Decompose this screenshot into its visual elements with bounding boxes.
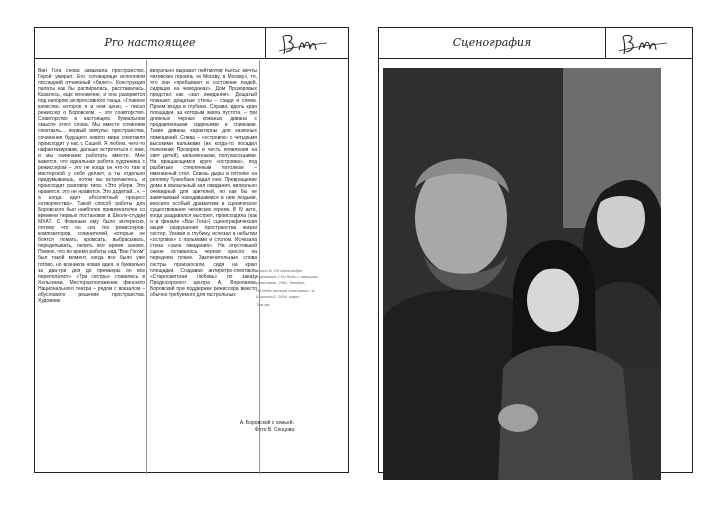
right-page-header xyxy=(379,28,692,59)
right-page-title: Сценография xyxy=(452,36,532,49)
left-page-header xyxy=(35,28,348,59)
article-text: Ван Гога снова замыкала пространство. Герой умирал. Его сотоварищи исполняли последний отчаянный «балет». Конструкция палаты как бы распиралась, расставалась. Казалось, еще мгновение, и она разорвется под напором экспрессивного танца. «Главное качество, которое я в нем ценю, – писал режиссер о Боровском, – это соавторство. Соавторство в настоящем, буквальном смысле этого слова. Мы вместе сочиняем спектакль... первый импульс пространства, сочинения будущего нового мира спектакля происходит у нас с Сашей. Я люблю, чего-то нафантазировав, дальше встретиться с ним, и мы начинаем работать вместе. Мне кажется, что идеальная работа художника с режиссером – это не когда он что-то там в мастерской у себя делает, а ты отдельно придумываешь, потом вы встречаетесь, и происходит разговор типа: «Это убери. Это нравится, это не нравится. Это доделай...», – а когда идет абсолютный процесс сотворчества». Такой способ работы для Боровского был наиболее привлекателен со времени первых постановок в Школе-студии МХАТ. С Фокиным ему было интересно, потому что он «из тех режиссеров-композиторов, сочинителей, которые не боятся ломать, кромсать, выбрасывать, переделывать, лепить все время заново. Помню, что во время работы над "Ван Гогом" был такой момент, когда все было уже готово, но возникла новая идея, и буквально за два-три дня до премьеры он все переполатил». «Три сестры» ставились в Хельсинки. Месторасположение финского Национального театра – рядом с вокзалом – обусловило решение пространства. Художник xyxy=(38,68,145,304)
header-divider xyxy=(605,28,606,58)
right-page xyxy=(378,27,693,473)
photo-caption xyxy=(228,420,294,434)
article-column-2 xyxy=(150,68,257,470)
footnote: Ни беды автора спектакля / А. Боровский, 2004, март. xyxy=(256,288,316,299)
footnote: Фокин В. Об Александре Боровском // Ни беды с автором спектакля. 2002, декабрь. xyxy=(256,268,318,285)
caption-line: А. Боровский с семьей. xyxy=(239,420,294,426)
column-divider xyxy=(146,60,147,474)
header-divider xyxy=(265,28,266,58)
left-page xyxy=(34,27,349,473)
caption-credit: Фото В. Сенцова xyxy=(254,427,294,433)
footnotes xyxy=(256,268,320,310)
article-text: визуально выразил лейтмотив пьесы: мечты чеховских героинь «в Москву, в Москву», то, что они «пребывают в состоянии людей, сидящих на чемоданах». Дом Прозоровых предстал как «зал ожидания». Дощатый планшет, дощатые стены – сзади и слева. Проем входа в глубине. Справа, вдоль края площадки, за которым зияла пустота, – три длинных черных кожаных дивана с продавленными сиденьями и спинками. Такие диваны характерны для казенных помещений. Слева – «островок» с четырьмя высокими пальмами (их когда-то посадил полковник Прозоров в честь появления на свет детей), запыленными, полузасохшими. На вращающемся круге «островка», под разбитым стеклянным потолком – именинный стол. Сквозь дыры в потолке на реплику Тузенбаха падал снег. Превращение дома в вокзальный зал ожидания, визуально очевидный для зрителей, но как бы не замечаемый находившимися в нем людьми, вносило особый драматизм в сценическое существование чеховских героев. В IV акте, когда раздавался выстрел, происходила (как и в финале «Ван Гога») сценографическая акция разрушения пространства жизни сестер. Уезжая в глубину, исчезал в небытии «островок» с пальмами и столом. Исчезала стена «зала ожидания». На опустевшей сцене оставалось черное кресло на переднем плане. Заключительные слова сестры произносили, сидя на краю площадки. Создавая антиретро-спектакль «Старосветская любовь» по заказу Продюсерского центра А. Воропаева, Боровский при поддержке режиссера вместо обычно требуемого для гастрольных xyxy=(150,68,257,298)
journal-logo-icon xyxy=(275,30,335,56)
family-photo xyxy=(383,68,661,480)
column-divider xyxy=(259,60,260,474)
photo-illustration xyxy=(383,68,661,480)
footnote: Там же. xyxy=(256,302,271,307)
left-page-title: Pro настоящее xyxy=(104,36,196,49)
article-column-1 xyxy=(38,68,145,470)
journal-logo-icon xyxy=(615,30,675,56)
